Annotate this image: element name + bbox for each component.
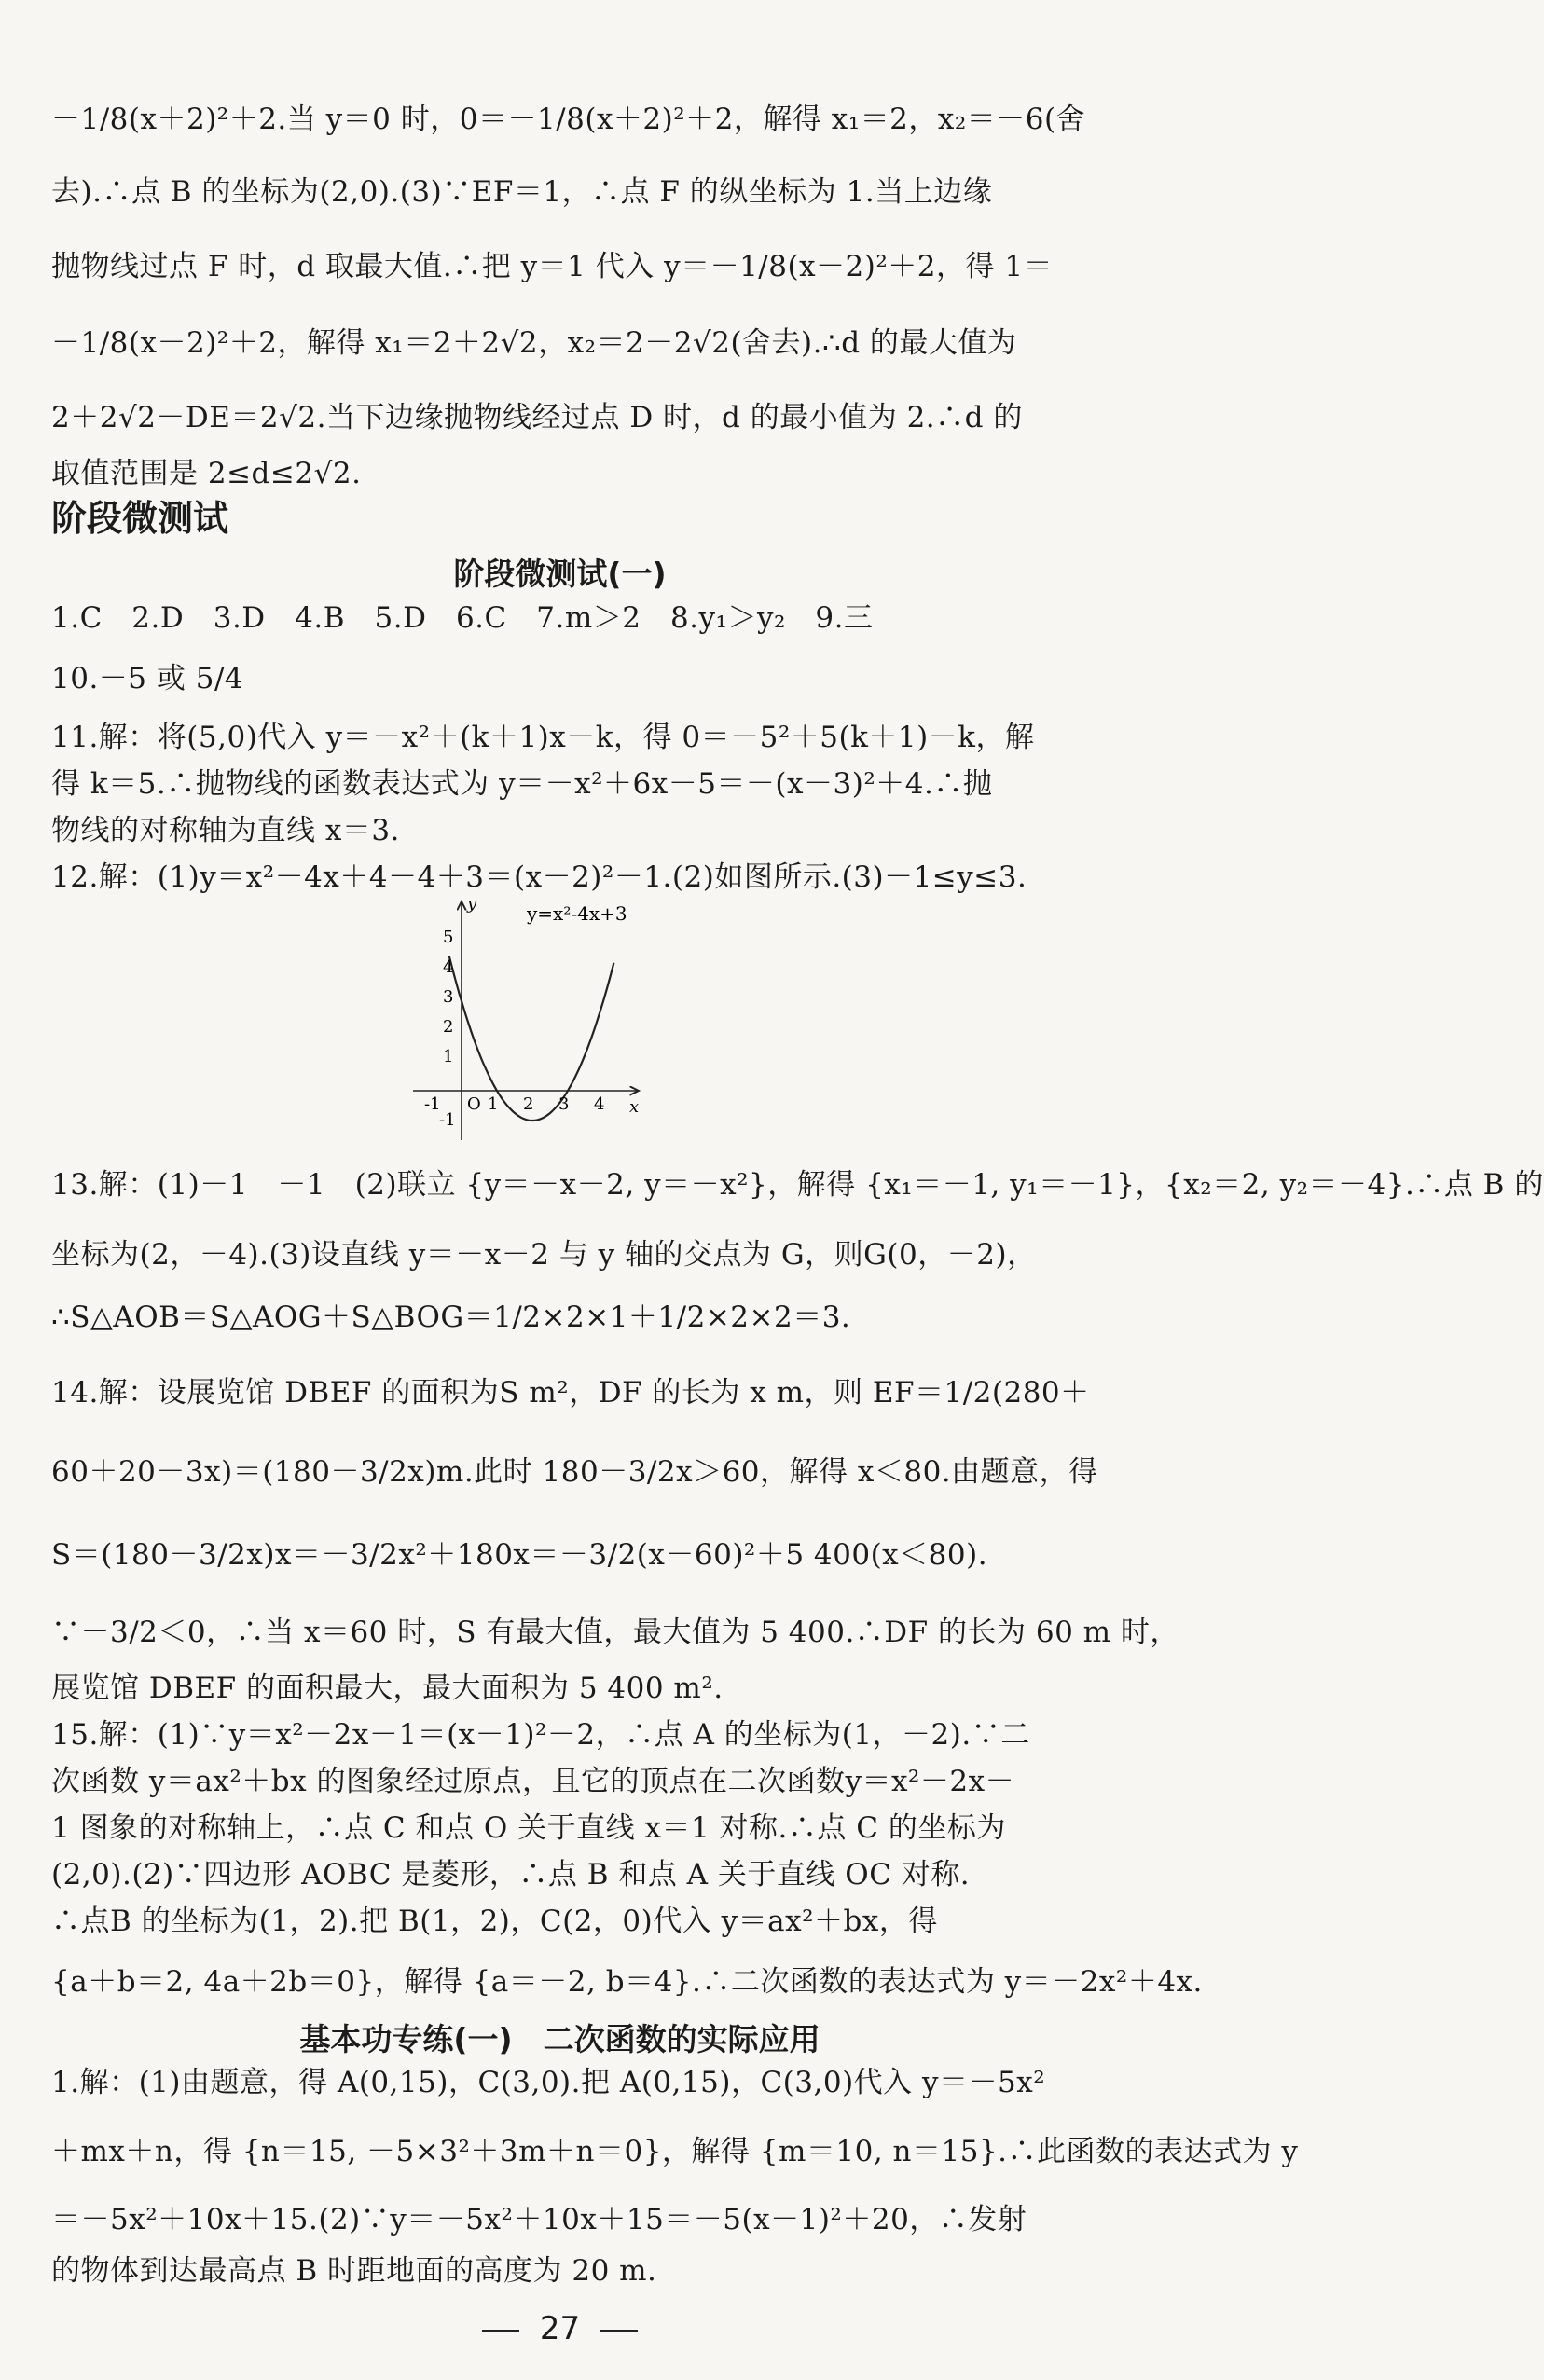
parabola-graph [406,890,648,1147]
q13-line: 坐标为(2，－4).(3)设直线 y＝－x－2 与 y 轴的交点为 G，则G(0，－2)， [51,1238,1037,1272]
text-line: 抛物线过点 F 时，d 取最大值.∴把 y＝1 代入 y＝－1/8(x－2)²＋2，得 1＝ [51,250,1054,283]
q11-line: 得 k＝5.∴抛物线的函数表达式为 y＝－x²＋6x－5＝－(x－3)²＋4.∴抛 [51,767,993,801]
q15-line: 1 图象的对称轴上，∴点 C 和点 O 关于直线 x＝1 对称.∴点 C 的坐标为 [51,1811,1006,1845]
x-tick-label: 3 [558,1094,570,1114]
x-tick-label: -1 [424,1094,441,1114]
q14-line: ∵－3/2＜0，∴当 x＝60 时，S 有最大值，最大值为 5 400.∴DF 的长为 60 m 时， [51,1616,1179,1649]
sub-title: 基本功专练(一) 二次函数的实际应用 [299,2021,820,2057]
divider [600,2330,638,2332]
q11-line: 物线的对称轴为直线 x＝3. [51,814,400,847]
text-line: －1/8(x＋2)²＋2.当 y＝0 时，0＝－1/8(x＋2)²＋2，解得 x₁＝2，x₂＝－6(舍 [51,103,1086,136]
page-number-value: 27 [539,2310,581,2347]
origin-label: O [467,1094,481,1114]
q12-line: 12.解：(1)y＝x²－4x＋4－4＋3＝(x－2)²－1.(2)如图所示.(3)－1≤y≤3. [51,860,1027,894]
x-tick-label: 1 [488,1094,499,1114]
q14-line: 14.解：设展览馆 DBEF 的面积为S m²，DF 的长为 x m，则 EF＝1/2(280＋ [51,1376,1090,1410]
sub-title: 阶段微测试(一) [453,556,667,592]
q14-line: 展览馆 DBEF 的面积最大，最大面积为 5 400 m². [51,1672,724,1705]
q15-line: 次函数 y＝ax²＋bx 的图象经过原点，且它的顶点在二次函数y＝x²－2x－ [51,1765,1015,1798]
b1-line: ＝－5x²＋10x＋15.(2)∵y＝－5x²＋10x＋15＝－5(x－1)²＋20，∴发射 [51,2203,1027,2236]
answer-10: 10.－5 或 5/4 [51,662,244,695]
text-line: 去).∴点 B 的坐标为(2,0).(3)∵EF＝1，∴点 F 的纵坐标为 1.当上边缘 [51,175,993,209]
q13-line: 13.解：(1)－1 －1 (2)联立 {y＝－x－2, y＝－x²}，解得 {x₁＝－1, y₁＝－1}，{x₂＝2, y₂＝－4}.∴点 B 的 [51,1168,1544,1202]
q15-line: 15.解：(1)∵y＝x²－2x－1＝(x－1)²－2，∴点 A 的坐标为(1，－2).∵二 [51,1718,1030,1752]
y-tick-label: 5 [443,928,454,947]
equation-label: y=x²-4x+3 [527,902,627,925]
b1-line: ＋mx＋n，得 {n＝15, －5×3²＋3m＋n＝0}，解得 {m＝10, n＝15}.∴此函数的表达式为 y [51,2135,1299,2168]
q14-line: S＝(180－3/2x)x＝－3/2x²＋180x＝－3/2(x－60)²＋5 400(x＜80). [51,1538,988,1572]
y-tick-label: 4 [443,957,454,977]
y-tick-label: 1 [443,1047,454,1066]
q11-line: 11.解：将(5,0)代入 y＝－x²＋(k＋1)x－k，得 0＝－5²＋5(k＋1)－k，解 [51,721,1035,754]
text-line: －1/8(x－2)²＋2，解得 x₁＝2＋2√2，x₂＝2－2√2(舍去).∴d 的最大值为 [51,326,1017,360]
section-title: 阶段微测试 [51,498,229,539]
q15-line: (2,0).(2)∵四边形 AOBC 是菱形，∴点 B 和点 A 关于直线 OC 对称. [51,1858,971,1892]
x-axis-label: x [629,1097,640,1117]
divider [482,2330,519,2332]
q13-line: ∴S△AOB＝S△AOG＋S△BOG＝1/2×2×1＋1/2×2×2＝3. [51,1300,851,1334]
y-tick-label: -1 [439,1110,456,1130]
x-tick-label: 2 [523,1094,534,1114]
q15-line: ∴点B 的坐标为(1，2).把 B(1，2)，C(2，0)代入 y＝ax²＋bx，得 [51,1905,938,1938]
b1-line: 1.解：(1)由题意，得 A(0,15)，C(3,0).把 A(0,15)，C(3,0)代入 y＝－5x² [51,2066,1046,2099]
page-number [0,2310,1120,2347]
text-line: 2＋2√2－DE＝2√2.当下边缘抛物线经过点 D 时，d 的最小值为 2.∴d 的 [51,401,1023,434]
y-axis-label: y [467,894,477,914]
b1-line: 的物体到达最高点 B 时距地面的高度为 20 m. [51,2254,657,2288]
q15-line: {a＋b＝2, 4a＋2b＝0}，解得 {a＝－2, b＝4}.∴二次函数的表达式为 y＝－2x²＋4x. [51,1965,1203,1999]
y-tick-label: 3 [443,987,454,1007]
q14-line: 60＋20－3x)＝(180－3/2x)m.此时 180－3/2x＞60，解得 x＜80.由题意，得 [51,1455,1098,1489]
y-tick-label: 2 [443,1017,454,1037]
text-line: 取值范围是 2≤d≤2√2. [51,457,362,490]
answers-1-9: 1.C 2.D 3.D 4.B 5.D 6.C 7.m＞2 8.y₁＞y₂ 9.三 [51,601,874,635]
x-tick-label: 4 [594,1094,605,1114]
